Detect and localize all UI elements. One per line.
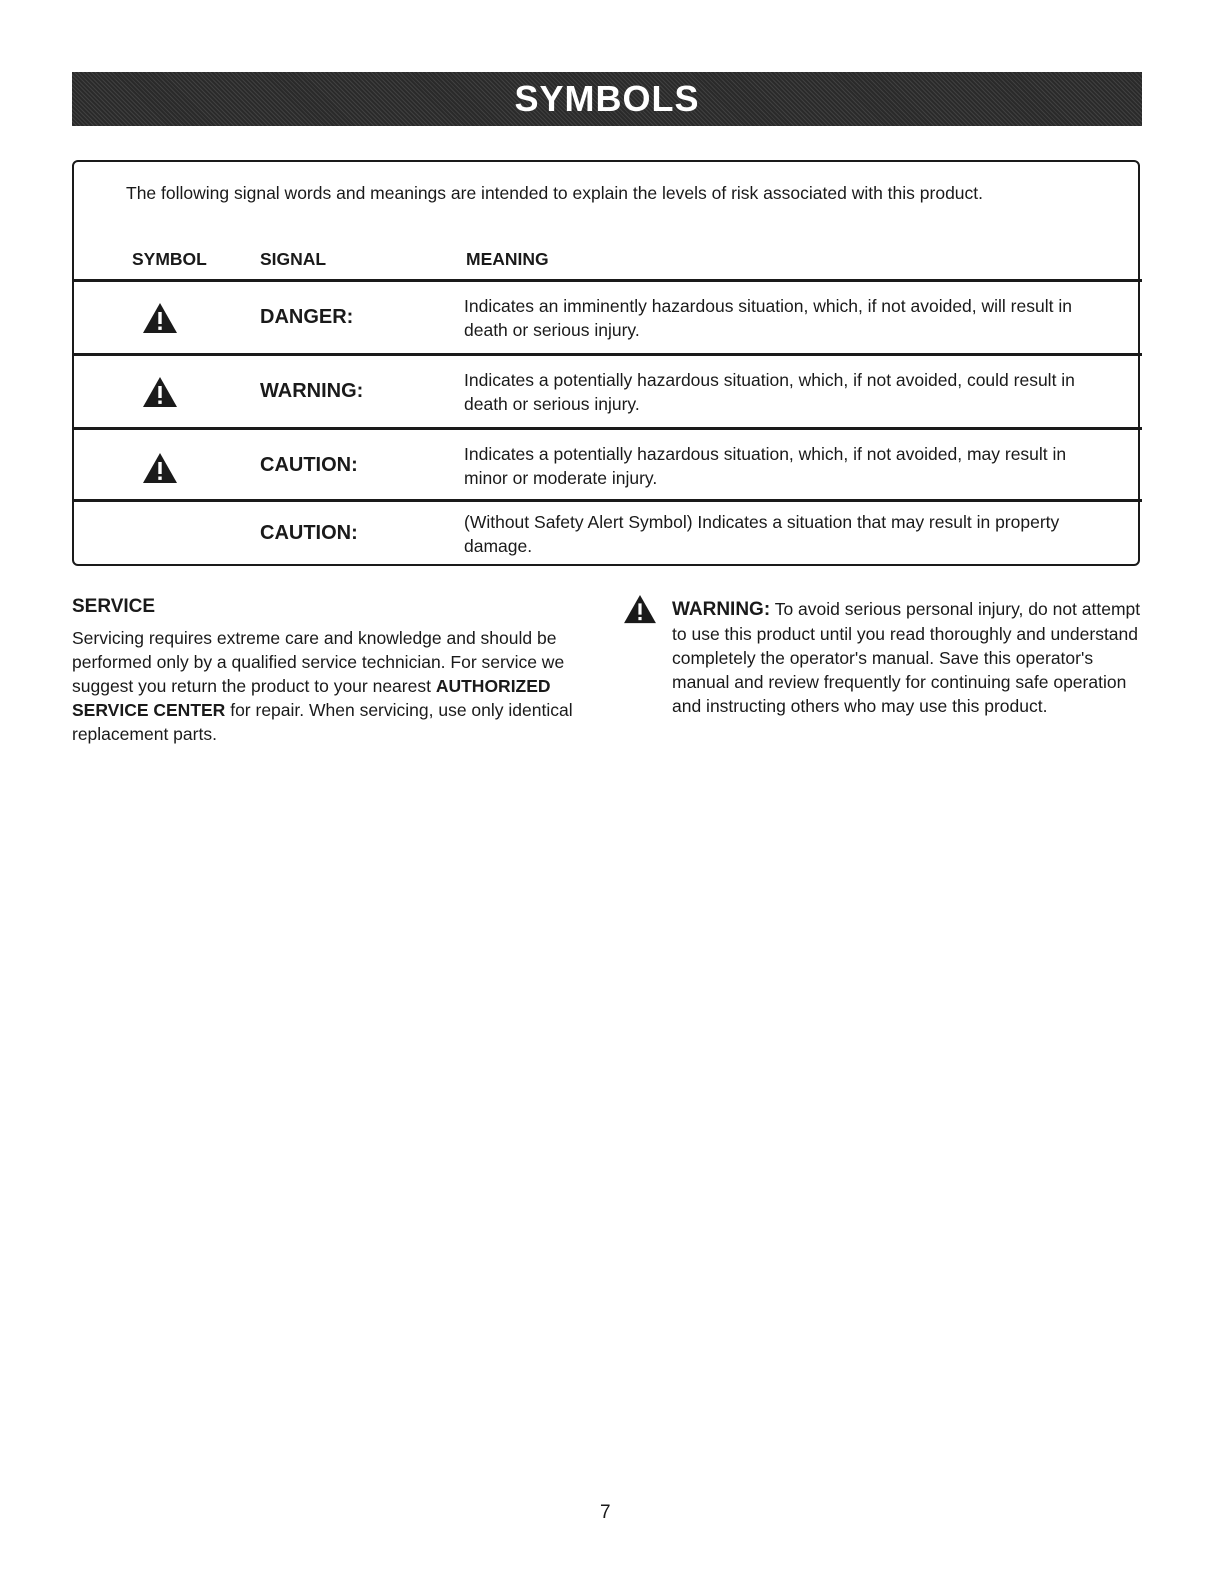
safety-alert-triangle-icon (622, 594, 658, 624)
authorized-service-center-label: AUTHORIZED SERVICE CENTER (72, 676, 551, 720)
table-row-warning (72, 353, 1142, 427)
safety-alert-triangle-icon (142, 376, 178, 408)
meaning-text: Indicates a potentially hazardous situation, which, if not avoided, could result in death or serious injury. (464, 370, 1075, 414)
table-row-caution-no-symbol (72, 499, 1142, 564)
header-symbol: SYMBOL (132, 249, 207, 269)
page-title: SYMBOLS (514, 78, 700, 119)
service-paragraph (72, 626, 592, 746)
service-text-before: Servicing requires extreme care and knowledge and should be performed only by a qualified service technician. For service we suggest you return the product to your nearest (72, 628, 565, 696)
safety-alert-triangle-icon (142, 452, 178, 484)
legend-intro: The following signal words and meanings are intended to explain the levels of risk associated with this product. (126, 183, 984, 203)
meaning-text: Indicates a potentially hazardous situation, which, if not avoided, may result in minor or moderate injury. (464, 444, 1067, 488)
signal-label: CAUTION: (260, 522, 358, 544)
warning-label: WARNING: (672, 599, 771, 620)
signal-label: WARNING: (260, 380, 364, 402)
meaning-text: (Without Safety Alert Symbol) Indicates a situation that may result in property damage. (464, 512, 1060, 556)
signal-label: CAUTION: (260, 454, 358, 476)
header-signal: SIGNAL (260, 249, 327, 269)
symbols-banner (72, 72, 1142, 126)
service-heading: SERVICE (72, 596, 156, 617)
signal-words-table (72, 160, 1140, 566)
warning-text: To avoid serious personal injury, do not attempt to use this product until you read thoroughly and understand completely the operator's manual. Save this operator's manual and review frequently for continuing safe operation and instructing others who may use this product. (672, 599, 1141, 716)
page-number: 7 (600, 1502, 611, 1523)
warning-note (672, 597, 1152, 718)
safety-alert-triangle-icon (142, 302, 178, 334)
header-meaning: MEANING (466, 249, 549, 269)
service-text-after: for repair. When servicing, use only identical replacement parts. (72, 700, 573, 744)
table-row-caution (72, 427, 1142, 499)
meaning-text: Indicates an imminently hazardous situation, which, if not avoided, will result in death or serious injury. (464, 296, 1072, 340)
signal-label: DANGER: (260, 306, 354, 328)
table-row-danger (72, 279, 1142, 353)
